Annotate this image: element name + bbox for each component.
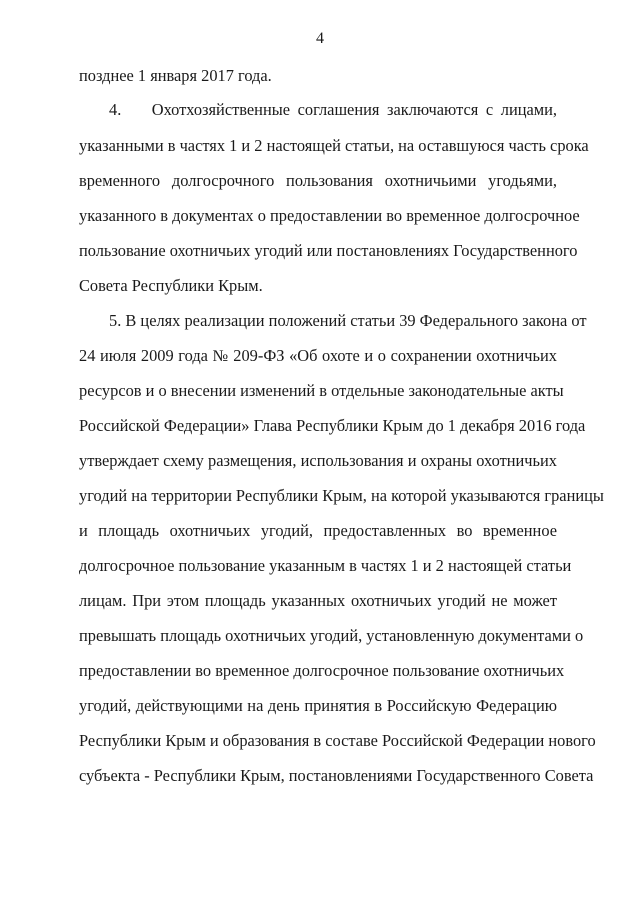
text-line: предоставлении во временное долгосрочное пользование охотничьих [79,661,565,680]
text-line: утверждает схему размещения, использования и охраны охотничьих [79,451,557,470]
text-line: долгосрочное пользование указанным в частях 1 и 2 настоящей статьи [79,556,572,575]
page-number: 4 [316,30,324,47]
text-line: позднее 1 января 2017 года. [79,66,272,85]
text-line: Республики Крым и образования в составе Российской Федерации нового [79,731,596,750]
text-line: угодий на территории Республики Крым, на которой указываются границы [79,486,604,505]
text-line: 24 июля 2009 года № 209-ФЗ «Об охоте и о сохранении охотничьих [79,346,557,365]
text-line: 5. В целях реализации положений статьи 39 Федерального закона от [109,311,587,330]
text-line: указанными в частях 1 и 2 настоящей статьи, на оставшуюся часть срока [79,136,589,155]
text-line: и площадь охотничьих угодий, предоставленных во временное [79,521,557,540]
text-line: 4. Охотхозяйственные соглашения заключаются с лицами, [109,100,557,119]
text-line: лицам. При этом площадь указанных охотничьих угодий не может [79,591,557,610]
text-line: Совета Республики Крым. [79,276,263,295]
text-line: превышать площадь охотничьих угодий, установленную документами о [79,626,584,645]
text-line: указанного в документах о предоставлении во временное долгосрочное [79,206,580,225]
text-line: временного долгосрочного пользования охотничьими угодьями, [79,171,557,190]
text-line: субъекта - Республики Крым, постановлениями Государственного Совета [79,766,594,785]
text-line: угодий, действующими на день принятия в Российскую Федерацию [79,696,557,715]
text-line: Российской Федерации» Глава Республики Крым до 1 декабря 2016 года [79,416,586,435]
text-line: ресурсов и о внесении изменений в отдельные законодательные акты [79,381,564,400]
text-line: пользование охотничьих угодий или постановлениях Государственного [79,241,578,260]
